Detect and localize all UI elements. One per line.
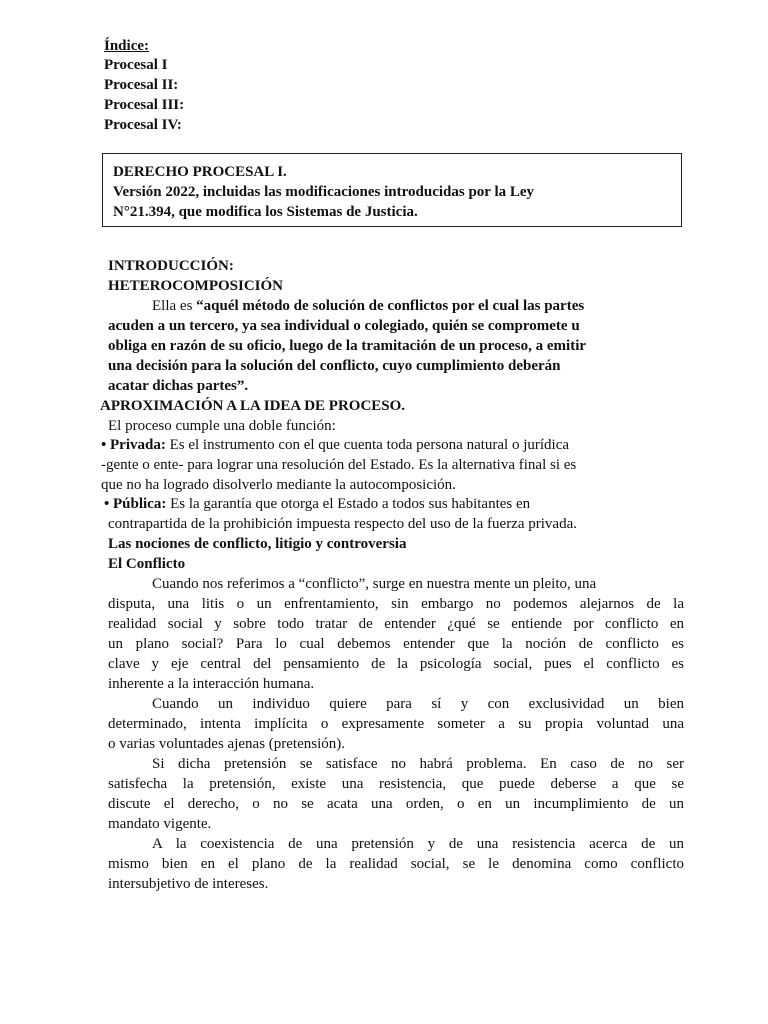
public-line-2: contrapartida de la prohibición impuesta respecto del uso de la fuerza privada.: [108, 516, 577, 532]
public-line-1: [104, 494, 530, 514]
p2-line-1: Cuando un individuo quiere para sí y con exclusividad un bien: [152, 696, 684, 712]
header-box-title: DERECHO PROCESAL I.: [113, 164, 287, 180]
p3-line-4: mandato vigente.: [108, 816, 212, 832]
definition-line-1: [152, 296, 584, 316]
heterocomposition-heading: HETEROCOMPOSICIÓN: [108, 278, 284, 294]
p2-line-3: o varias voluntades ajenas (pretensión).: [108, 736, 346, 752]
header-box: [102, 153, 682, 227]
private-line-1: [101, 435, 569, 455]
definition-text-1: “aquél método de solución de conflictos por el cual las partes: [196, 298, 585, 314]
index-title: Índice:: [104, 38, 149, 54]
index-item-procesal-4: Procesal IV:: [104, 117, 182, 133]
p1-line-1: Cuando nos referimos a “conflicto”, surge en nuestra mente un pleito, una: [152, 576, 597, 592]
private-label: • Privada:: [101, 437, 166, 453]
p1-line-5: clave y eje central del pensamiento de la psicología social, pues el conflicto es: [108, 656, 684, 672]
private-line-2: -gente o ente- para lograr una resolución del Estado. Es la alternativa final si es: [101, 457, 577, 473]
definition-line-4: una decisión para la solución del conflicto, cuyo cumplimiento deberán: [108, 358, 561, 374]
private-text-1: Es el instrumento con el que cuenta toda persona natural o jurídica: [165, 437, 570, 453]
public-text-1: Es la garantía que otorga el Estado a todos sus habitantes en: [166, 496, 531, 512]
p1-line-2: disputa, una litis o un enfrentamiento, sin embargo no podemos alejarnos de la: [108, 596, 684, 612]
definition-line-5: acatar dichas partes”.: [108, 378, 249, 394]
definition-line-2: acuden a un tercero, ya sea individual o colegiado, quién se compromete u: [108, 318, 580, 334]
conflict-subheading: El Conflicto: [108, 556, 186, 572]
p3-line-2: satisfecha la pretensión, existe una resistencia, que puede deberse a que se: [108, 776, 684, 792]
p4-line-3: intersubjetivo de intereses.: [108, 876, 269, 892]
p4-line-2: mismo bien en el plano de la realidad social, se le denomina como conflicto: [108, 856, 684, 872]
process-intro: El proceso cumple una doble función:: [108, 418, 336, 434]
p3-line-1: Si dicha pretensión se satisface no habrá problema. En caso de no ser: [152, 756, 684, 772]
p1-line-3: realidad social y sobre todo tratar de entender ¿qué se entiende por conflicto en: [108, 616, 684, 632]
definition-lead: Ella es: [152, 298, 197, 314]
public-label: • Pública:: [104, 496, 167, 512]
p1-line-6: inherente a la interacción humana.: [108, 676, 315, 692]
private-line-3: que no ha logrado disolverlo mediante la autocomposición.: [101, 477, 456, 493]
p1-line-4: un plano social? Para lo cual debemos entender que la noción de conflicto es: [108, 636, 684, 652]
definition-line-3: obliga en razón de su oficio, luego de la tramitación de un proceso, a emitir: [108, 338, 587, 354]
process-heading: APROXIMACIÓN A LA IDEA DE PROCESO.: [100, 398, 406, 414]
index-item-procesal-3: Procesal III:: [104, 97, 185, 113]
p3-line-3: discute el derecho, o no se acata una orden, o en un incumplimiento de un: [108, 796, 684, 812]
intro-heading: INTRODUCCIÓN:: [108, 258, 234, 274]
header-box-version: Versión 2022, incluidas las modificaciones introducidas por la Ley: [113, 184, 535, 200]
p4-line-1: A la coexistencia de una pretensión y de una resistencia acerca de un: [152, 836, 684, 852]
index-item-procesal-2: Procesal II:: [104, 77, 179, 93]
index-item-procesal-1: Procesal I: [104, 57, 168, 73]
header-box-law: N°21.394, que modifica los Sistemas de Justicia.: [113, 204, 418, 220]
notions-heading: Las nociones de conflicto, litigio y controversia: [108, 536, 407, 552]
p2-line-2: determinado, intenta implícita o expresamente someter a su propia voluntad una: [108, 716, 684, 732]
